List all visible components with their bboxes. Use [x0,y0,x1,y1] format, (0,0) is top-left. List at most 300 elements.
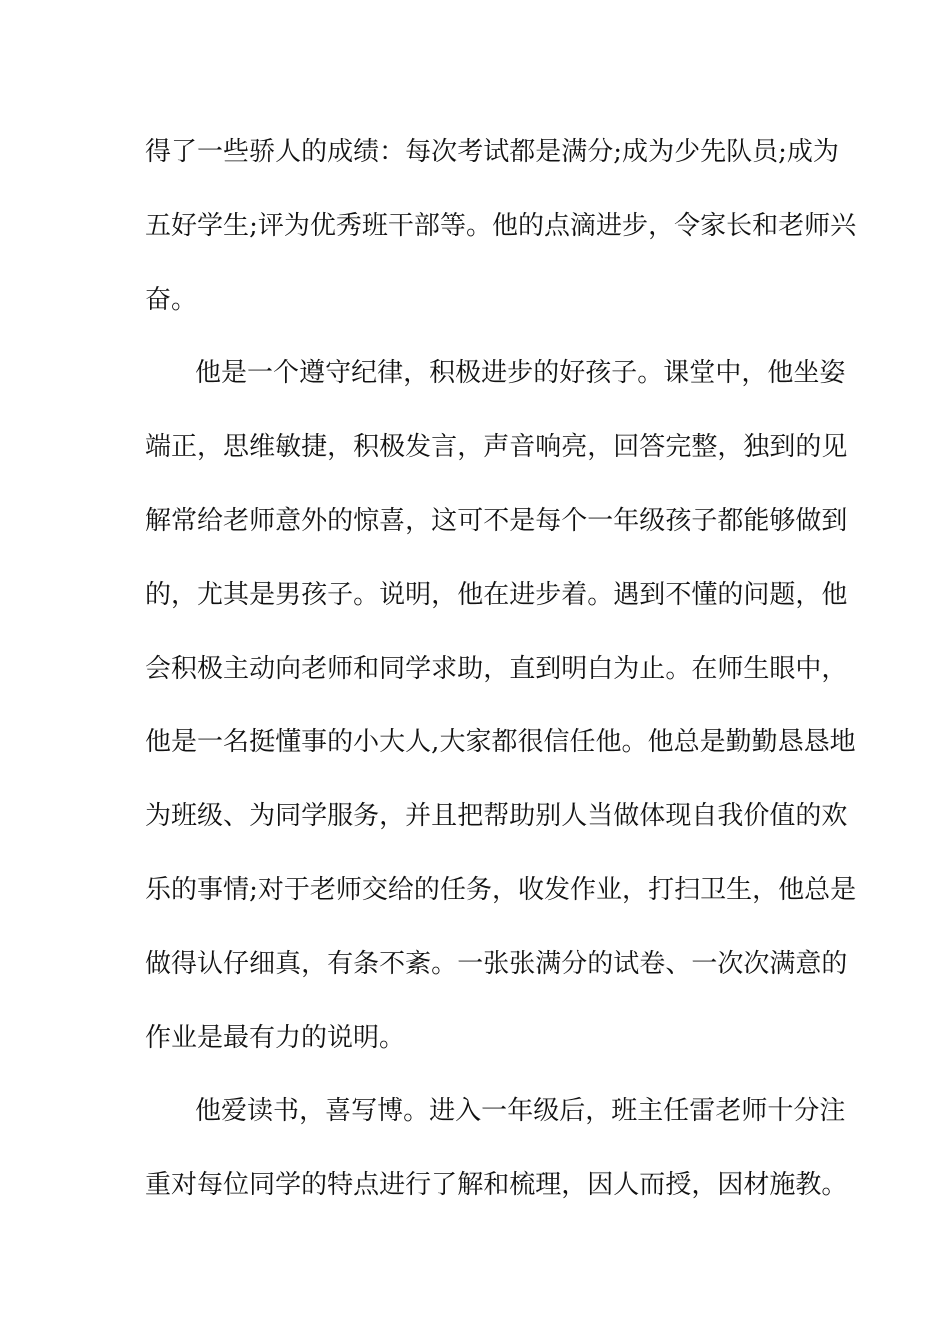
text-char: 积 [171,653,198,684]
text-char: 了 [171,137,198,167]
text-char: 。 [621,727,648,758]
text-char: 大 [439,727,466,758]
text-char: 到 [535,653,562,684]
text-char: 明 [405,579,432,610]
text-char: 见 [821,432,848,463]
text-char: 这 [431,505,458,536]
text-char: ， [405,505,432,536]
text-char: 捷 [301,432,328,463]
text-char: 务 [353,801,380,832]
text-char: 干 [387,210,414,241]
text-char: 不 [483,505,510,536]
text-char: 点 [544,210,571,241]
text-char: 次 [431,137,458,167]
text-char: 些 [223,137,250,167]
text-char: 等 [439,210,466,241]
text-char: 为 [648,137,675,167]
text-char: 回 [613,432,640,463]
text-char: 完 [665,432,692,463]
text-char: 且 [431,801,458,832]
text-char: 守 [325,358,352,389]
text-char: ， [795,579,822,610]
text-char: 给 [387,874,414,905]
text-line [145,190,857,264]
text-char: 同 [275,801,302,832]
text-char: 一 [691,948,718,979]
text-char: 整 [691,432,718,463]
text-char: 很 [517,727,544,758]
text-char: 极 [379,432,406,463]
text-char: 的 [821,948,848,979]
text-char: ， [299,1096,326,1127]
text-char: 班 [171,801,198,832]
text-char: 解 [457,1170,484,1201]
text-char: 打 [648,874,675,905]
text-char: 进 [379,1170,406,1201]
text-char: 一 [197,137,224,167]
text-char: 张 [483,948,510,979]
text-char: 是 [171,727,198,758]
text-char: 他 [145,727,172,758]
text-char: 队 [726,137,753,167]
text-char: 试 [613,948,640,979]
text-char: 勤 [751,727,778,758]
text-char: 的 [587,948,614,979]
text-char: 孩 [665,505,692,536]
text-char: 不 [379,948,406,979]
text-char: 欢 [821,801,848,832]
text-char: 有 [327,948,354,979]
text-char: 的 [517,210,544,241]
text-char: ， [622,874,649,905]
text-char: 小 [353,727,380,758]
text-line [145,485,848,559]
text-char: 做 [613,801,640,832]
text-char: 极 [197,653,224,684]
text-char: 懂 [275,727,302,758]
text-char: 直 [509,653,536,684]
text-char: 懂 [691,579,718,610]
text-char: 的 [145,579,172,610]
text-char: 事 [197,874,224,905]
text-char: 和 [353,653,380,684]
text-char: ， [648,210,675,241]
text-line [145,411,848,485]
text-char: 孩 [301,579,328,610]
text-char: 发 [405,432,432,463]
text-char: 注 [819,1096,846,1127]
text-char: 。 [465,210,492,241]
text-char: 员 [752,137,779,167]
text-char: 。 [403,1096,430,1127]
text-char: 助 [457,653,484,684]
text-char: 滴 [570,210,597,241]
text-char: 每 [535,505,562,536]
text-char: ， [491,874,518,905]
text-char: 学 [197,210,224,241]
text-char: 扫 [674,874,701,905]
text-char: 因 [587,1170,614,1201]
text-char: 主 [223,653,250,684]
text-char: 班 [611,1096,638,1127]
text-char: 都 [491,727,518,758]
text-char: 的 [413,874,440,905]
text-char: 书 [273,1096,300,1127]
text-char: 后 [559,1096,586,1127]
text-char: 为 [812,137,839,167]
text-char: 到 [821,505,848,536]
paragraph-first-line [145,337,846,411]
text-char: 年 [507,1096,534,1127]
text-char: 不 [665,579,692,610]
text-char: 了 [431,1170,458,1201]
text-char: 。 [637,358,664,389]
text-char: 给 [197,505,224,536]
text-char: 师 [335,874,362,905]
text-char: ， [301,948,328,979]
text-char: 着 [561,579,588,610]
text-char: 子 [691,505,718,536]
text-char: 的 [301,137,328,167]
text-char: 乐 [145,874,172,905]
text-char: 老 [301,653,328,684]
text-char: 积 [429,358,456,389]
text-char: 、 [665,948,692,979]
text-char: ， [752,874,779,905]
text-char: 生 [223,210,250,241]
text-char: 进 [596,210,623,241]
text-char: 分 [561,948,588,979]
text-char: 都 [717,505,744,536]
text-char: 任 [439,874,466,905]
text-line [145,854,857,928]
text-char: 一 [457,948,484,979]
text-char: 入 [455,1096,482,1127]
text-line: 奋。 [145,284,198,315]
text-char: 思 [223,432,250,463]
text-char: 少 [674,137,701,167]
text-char: 为 [613,653,640,684]
text-char: 写 [351,1096,378,1127]
text-char: 长 [726,210,753,241]
text-line: 作业是最有力的说明。 [145,1022,406,1053]
text-char: 眼 [769,653,796,684]
text-char: 向 [275,653,302,684]
text-line [145,780,848,854]
text-char: 遵 [299,358,326,389]
text-char: 是 [221,358,248,389]
text-char: ; [249,210,258,241]
text-char: 同 [249,1170,276,1201]
text-char: 步 [507,358,534,389]
text-char: 分 [587,137,614,167]
text-char: 求 [431,653,458,684]
text-char: 成 [327,137,354,167]
text-char: 他 [767,358,794,389]
text-char: 人 [561,801,588,832]
text-char: 男 [275,579,302,610]
text-char: 秀 [335,210,362,241]
text-char: 会 [145,653,172,684]
text-char: 意 [275,505,302,536]
text-char: 好 [559,358,586,389]
text-char: ， [587,432,614,463]
text-char: ， [717,432,744,463]
text-char: 到 [639,579,666,610]
text-char: 常 [171,505,198,536]
text-char: 师 [717,653,744,684]
text-char: 雷 [689,1096,716,1127]
text-char: 级 [533,1096,560,1127]
text-char: ， [483,653,510,684]
text-char: 人 [613,1170,640,1201]
text-char: 够 [769,505,796,536]
text-char: 学 [275,1170,302,1201]
text-char: 人 [405,727,432,758]
text-char: 个 [561,505,588,536]
text-char: 老 [223,505,250,536]
text-char: 喜 [379,505,406,536]
text-char: 律 [377,358,404,389]
text-char: 的 [795,432,822,463]
text-char: 进 [429,1096,456,1127]
text-char: 现 [665,801,692,832]
text-char: ， [741,358,768,389]
text-char: 做 [795,505,822,536]
text-char: 次 [743,948,770,979]
text-char: ; [249,874,258,905]
text-char: 他 [821,579,848,610]
text-char: 亮 [561,432,588,463]
text-char: 是 [535,137,562,167]
text-char: 独 [743,432,770,463]
text-char: 总 [804,874,831,905]
text-char: 分 [793,1096,820,1127]
text-char: 正 [171,432,198,463]
text-char: 子 [327,579,354,610]
text-char: 骄 [249,137,276,167]
text-char: 发 [544,874,571,905]
text-char: 中 [715,358,742,389]
text-char: 声 [483,432,510,463]
text-char: 个 [273,358,300,389]
text-char: 、 [223,801,250,832]
text-char: 他 [457,579,484,610]
text-char: 任 [663,1096,690,1127]
text-char: 的 [171,874,198,905]
text-char: 尤 [197,579,224,610]
text-char: ; [613,137,623,167]
text-char: 遇 [613,579,640,610]
text-char: 成 [786,137,813,167]
text-char: ， [561,1170,588,1201]
text-char: 一 [481,1096,508,1127]
text-char: 五 [145,210,172,241]
text-char: 学 [301,801,328,832]
text-char: ： [379,137,406,167]
text-char: 的 [533,358,560,389]
text-char: 十 [767,1096,794,1127]
text-line [145,633,848,707]
text-char: 喜 [325,1096,352,1127]
text-char: 令 [674,210,701,241]
text-char: , [431,727,440,758]
text-char: 他 [647,727,674,758]
text-char: 解 [145,505,172,536]
text-char: 到 [769,432,796,463]
text-char: 言 [431,432,458,463]
text-char: 于 [283,874,310,905]
text-char: 并 [405,801,432,832]
text-char: 兴 [830,210,857,241]
text-char: ， [821,653,848,684]
text-char: 主 [637,1096,664,1127]
text-char: 位 [223,1170,250,1201]
text-char: 卷 [639,948,666,979]
text-char: 是 [509,505,536,536]
paragraph-first-line [145,1075,846,1149]
text-char: 一 [587,505,614,536]
text-char: 级 [639,505,666,536]
text-char: 。 [821,1170,848,1201]
text-char: 因 [717,1170,744,1201]
text-char: 部 [413,210,440,241]
text-char: 。 [587,579,614,610]
text-char: 意 [795,948,822,979]
text-char: 对 [257,874,284,905]
text-char: 务 [465,874,492,905]
text-char: 事 [301,727,328,758]
text-char: 爱 [221,1096,248,1127]
text-char: 情 [223,874,250,905]
text-char: 为 [145,801,172,832]
text-char: 体 [639,801,666,832]
text-char: 步 [622,210,649,241]
text-char: 细 [249,948,276,979]
text-char: 收 [517,874,544,905]
text-char: 满 [535,948,562,979]
text-char: 次 [717,948,744,979]
text-char: 作 [570,874,597,905]
text-char: 总 [673,727,700,758]
text-char: 在 [483,579,510,610]
text-char: 可 [457,505,484,536]
text-char: 题 [769,579,796,610]
text-char: 名 [223,727,250,758]
text-char: 老 [778,210,805,241]
text-char: 其 [223,579,250,610]
text-char: 一 [197,727,224,758]
text-line [145,928,848,1002]
text-char: 动 [249,653,276,684]
text-char: 班 [361,210,388,241]
text-char: 成 [622,137,649,167]
text-char: 恳 [803,727,830,758]
text-char: 课 [663,358,690,389]
text-char: 真 [275,948,302,979]
text-char: 当 [587,801,614,832]
text-char: 他 [195,358,222,389]
text-char: 对 [171,1170,198,1201]
text-char: 他 [778,874,805,905]
text-char: 说 [379,579,406,610]
text-char: 步 [535,579,562,610]
text-char: 行 [405,1170,432,1201]
text-char: 的 [795,801,822,832]
text-char: 是 [830,874,857,905]
text-char: 音 [509,432,536,463]
text-char: 明 [561,653,588,684]
text-char: 点 [353,1170,380,1201]
text-char: 的 [301,1170,328,1201]
text-char: 价 [743,801,770,832]
text-char: 生 [726,874,753,905]
text-char: 别 [535,801,562,832]
text-char: 极 [455,358,482,389]
text-char: 教 [795,1170,822,1201]
text-char: 的 [327,505,354,536]
text-char: 重 [145,1170,172,1201]
text-char: 。 [665,653,692,684]
text-char: 能 [743,505,770,536]
text-char: ， [197,432,224,463]
text-char: 老 [715,1096,742,1127]
text-char: 评 [257,210,284,241]
text-char: 满 [561,137,588,167]
text-char: 服 [327,801,354,832]
text-char: ， [171,579,198,610]
text-char: 紊 [405,948,432,979]
text-char: 积 [353,432,380,463]
text-char: 白 [587,653,614,684]
text-char: 的 [327,727,354,758]
text-char: 助 [509,801,536,832]
text-char: 做 [145,948,172,979]
text-char: 每 [197,1170,224,1201]
text-char: 而 [639,1170,666,1201]
text-char: 外 [301,505,328,536]
text-char: 仔 [223,948,250,979]
text-char: 是 [699,727,726,758]
text-char: ， [457,432,484,463]
text-char: 问 [743,579,770,610]
text-char: 自 [691,801,718,832]
text-char: ， [431,579,458,610]
text-char: 级 [197,801,224,832]
text-char: 家 [700,210,727,241]
text-char: 挺 [249,727,276,758]
text-char: 值 [769,801,796,832]
body-text [145,116,857,1223]
text-char: 满 [769,948,796,979]
text-char: 纪 [351,358,378,389]
text-char: 堂 [689,358,716,389]
text-char: 优 [309,210,336,241]
text-char: 读 [247,1096,274,1127]
text-char: 施 [769,1170,796,1201]
text-char: 先 [700,137,727,167]
text-char: 师 [741,1096,768,1127]
text-char: 老 [309,874,336,905]
text-char: 和 [752,210,779,241]
text-char: 生 [743,653,770,684]
text-char: 姿 [819,358,846,389]
text-char: 认 [197,948,224,979]
text-char: 梳 [509,1170,536,1201]
text-line [145,706,856,780]
text-char: ， [691,1170,718,1201]
text-char: 子 [611,358,638,389]
